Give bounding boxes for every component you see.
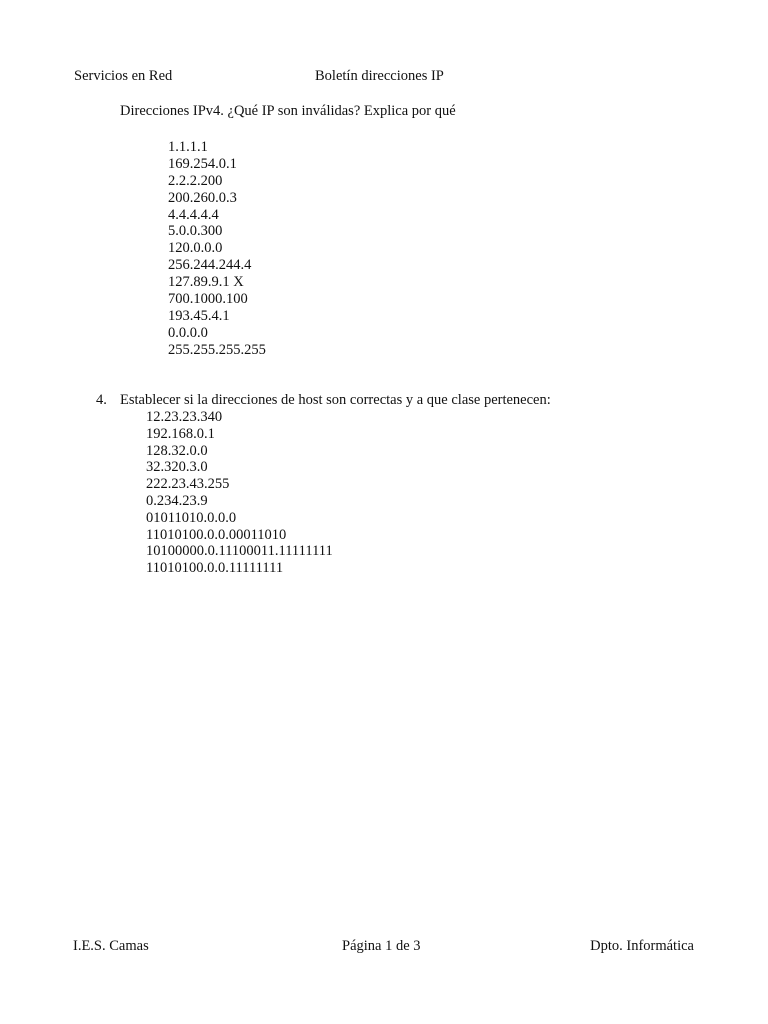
ip-address: 200.260.0.3 — [168, 189, 237, 206]
ipv4-address-list — [168, 139, 266, 359]
ip-address: 256.244.244.4 — [168, 257, 252, 274]
footer-school-name: I.E.S. Camas — [73, 938, 149, 954]
ip-address: 2.2.2.200 — [168, 172, 223, 189]
host-address: 12.23.23.340 — [146, 409, 223, 425]
ip-address: 0.0.0.0 — [168, 324, 208, 341]
ip-address: 5.0.0.300 — [168, 223, 223, 240]
host-address: 192.168.0.1 — [146, 425, 215, 442]
question-3-title: Direcciones IPv4. ¿Qué IP son inválidas? Explica por qué — [120, 103, 456, 119]
ip-address: 120.0.0.0 — [168, 240, 223, 257]
header-document-title: Boletín direcciones IP — [315, 68, 444, 84]
host-address: 10100000.0.11100011.11111111 — [146, 543, 333, 560]
ip-address: 700.1000.100 — [168, 291, 248, 308]
question-4-number: 4. — [96, 392, 107, 408]
ip-address: 4.4.4.4.4 — [168, 206, 219, 223]
ip-address: 193.45.4.1 — [168, 307, 230, 324]
host-address: 01011010.0.0.0 — [146, 509, 237, 526]
ip-address: 169.254.0.1 — [168, 155, 237, 172]
question-4-title: Establecer si la direcciones de host son correctas y a que clase pertenecen: — [120, 392, 551, 408]
header-course-title: Servicios en Red — [74, 68, 173, 84]
host-address: 128.32.0.0 — [146, 442, 208, 459]
footer-department: Dpto. Informática — [590, 938, 694, 954]
host-address: 11010100.0.0.00011010 — [146, 526, 287, 543]
ip-address: 127.89.9.1 X — [168, 274, 244, 291]
host-address-list — [146, 409, 333, 577]
host-address: 11010100.0.0.11111111 — [146, 560, 284, 577]
host-address: 32.320.3.0 — [146, 459, 208, 476]
footer-page-number: Página 1 de 3 — [342, 938, 421, 954]
host-address: 0.234.23.9 — [146, 492, 208, 509]
host-address: 222.23.43.255 — [146, 476, 230, 493]
ip-address: 1.1.1.1 — [168, 139, 208, 155]
ip-address: 255.255.255.255 — [168, 341, 266, 358]
